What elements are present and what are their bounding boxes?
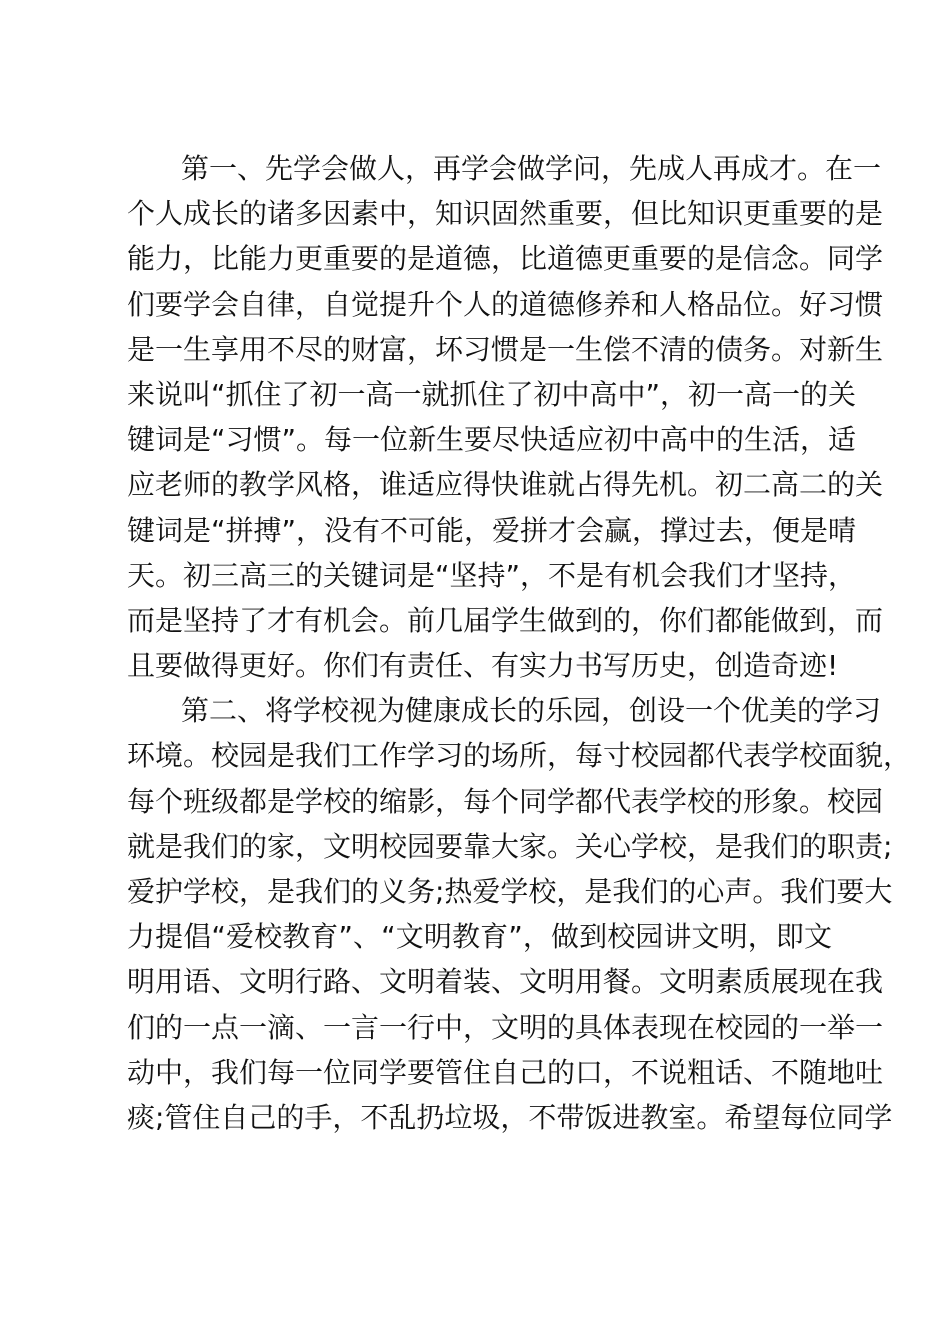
paragraph-2-line-2: 环境。校园是我们工作学习的场所，每寸校园都代表学校面貌，: [127, 739, 912, 773]
paragraph-1-line-5: 是一生享用不尽的财富，坏习惯是一生偿不清的债务。对新生: [127, 332, 884, 366]
paragraph-2-line-6: 力提倡“爱校教育”、“文明教育”，做到校园讲文明，即文: [127, 920, 832, 954]
paragraph-2-line-10: 痰;管住自己的手，不乱扔垃圾，不带饭进教室。希望每位同学: [127, 1100, 893, 1134]
paragraph-2-line-1: 第二、将学校视为健康成长的乐园，创设一个优美的学习: [181, 694, 882, 728]
paragraph-1-line-6: 来说叫“抓住了初一高一就抓住了初中高中”，初一高一的关: [127, 377, 857, 411]
paragraph-1-line-11: 而是坚持了才有机会。前几届学生做到的，你们都能做到，而: [127, 603, 884, 637]
paragraph-2-line-9: 动中，我们每一位同学要管住自己的口，不说粗话、不随地吐: [127, 1055, 884, 1089]
paragraph-2-line-4: 就是我们的家，文明校园要靠大家。关心学校，是我们的职责;: [127, 829, 893, 863]
paragraph-1-line-2: 个人成长的诸多因素中，知识固然重要，但比知识更重要的是: [127, 197, 884, 231]
body-text: [127, 146, 912, 1140]
paragraph-2-line-3: 每个班级都是学校的缩影，每个同学都代表学校的形象。校园: [127, 784, 884, 818]
paragraph-1-line-1: 第一、先学会做人，再学会做学问，先成人再成才。在一: [181, 152, 882, 185]
paragraph-1-line-7: 键词是“习惯”。每一位新生要尽快适应初中高中的生活，适: [127, 423, 857, 457]
paragraph-2-line-5: 爱护学校，是我们的义务;热爱学校，是我们的心声。我们要大: [127, 875, 893, 908]
paragraph-1-line-3: 能力，比能力更重要的是道德，比道德更重要的是信念。同学: [127, 242, 884, 276]
paragraph-1-line-4: 们要学会自律，自觉提升个人的道德修养和人格品位。好习惯: [127, 287, 884, 321]
paragraph-1-line-8: 应老师的教学风格，谁适应得快谁就占得先机。初二高二的关: [127, 468, 884, 502]
paragraph-1-line-10: 天。初三高三的关键词是“坚持”，不是有机会我们才坚持，: [127, 558, 857, 592]
paragraph-2-line-7: 明用语、文明行路、文明着装、文明用餐。文明素质展现在我: [127, 965, 884, 999]
paragraph-1-line-12: 且要做得更好。你们有责任、有实力书写历史，创造奇迹!: [127, 649, 839, 683]
paragraph-2-line-8: 们的一点一滴、一言一行中，文明的具体表现在校园的一举一: [127, 1010, 884, 1044]
paragraph-1-line-9: 键词是“拼搏”，没有不可能，爱拼才会赢，撑过去，便是晴: [127, 513, 857, 547]
